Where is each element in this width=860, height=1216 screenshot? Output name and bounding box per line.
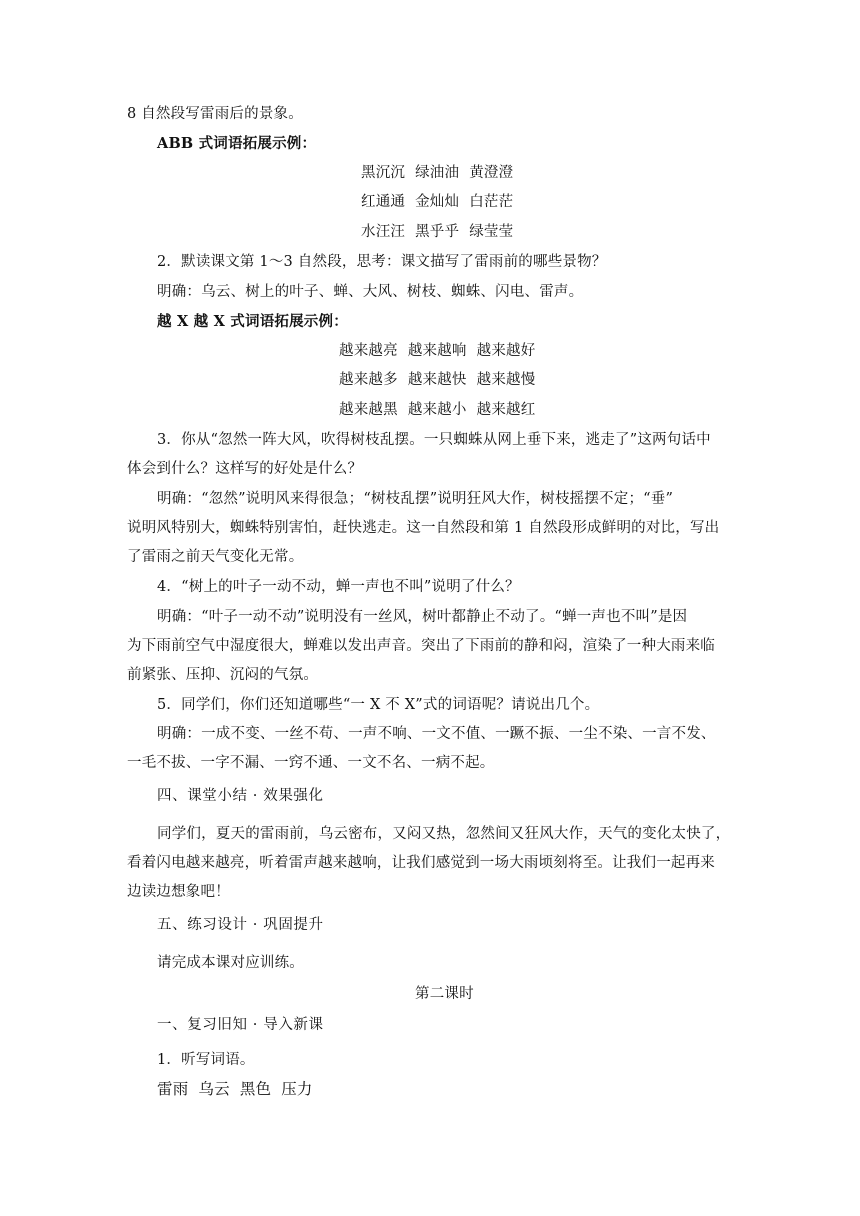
yue-word: 越来越慢	[476, 372, 536, 388]
answer-3-line: 说明风特别大，蜘蛛特别害怕，赶快逃走。这一自然段和第 1 自然段形成鲜明的对比，写出	[127, 520, 720, 536]
question-3-line: 3．你从“忽然一阵大风，吹得树枝乱摆。一只蜘蛛从网上垂下来，逃走了”这两句话中	[157, 432, 711, 448]
yue-word-row	[339, 370, 535, 390]
abb-word: 黑乎乎	[415, 224, 460, 240]
summary-line: 看着闪电越来越亮，听着雷声越来越响，让我们感觉到一场大雨顷刻将至。让我们一起再来	[127, 855, 715, 871]
dictation-word: 黑色	[239, 1080, 272, 1098]
yue-word: 越来越响	[407, 343, 467, 359]
answer-3-line: 了雷雨之前天气变化无常。	[127, 549, 304, 565]
question-4: 4．“树上的叶子一动不动，蝉一声也不叫”说明了什么？	[157, 579, 520, 595]
answer-4-line: 明确：“叶子一动不动”说明没有一丝风，树叶都静止不动了。“蝉一声也不叫”是因	[157, 609, 688, 625]
abb-word: 绿油油	[415, 165, 460, 181]
yue-word: 越来越小	[407, 402, 467, 418]
dictation-word: 雷雨	[157, 1080, 189, 1098]
dictation-word-row	[157, 1079, 313, 1099]
answer-5-line: 一毛不拔、一字不漏、一窍不通、一文不名、一病不起。	[127, 755, 495, 771]
abb-word-row	[361, 222, 513, 242]
abb-word: 绿莹莹	[469, 224, 514, 240]
question-3-line: 体会到什么？这样写的好处是什么？	[127, 461, 363, 477]
dictation-instruction: 1．听写词语。	[157, 1052, 255, 1068]
abb-word: 白茫茫	[469, 194, 514, 210]
abb-word: 黄澄澄	[469, 165, 514, 181]
yue-word: 越来越亮	[339, 343, 398, 359]
dictation-word: 压力	[281, 1080, 313, 1098]
summary-line: 同学们，夏天的雷雨前，乌云密布，又闷又热，忽然间又狂风大作，天气的变化太快了，	[157, 826, 731, 842]
abb-word-row	[361, 163, 513, 183]
paragraph-intro: 8 自然段写雷雨后的景象。	[127, 106, 303, 122]
yue-word-row	[339, 400, 535, 420]
yue-word-row	[339, 341, 535, 361]
yue-word: 越来越快	[407, 372, 467, 388]
yue-word: 越来越红	[476, 402, 536, 418]
practice-instruction: 请完成本课对应训练。	[157, 955, 304, 971]
abb-word: 红通通	[361, 194, 406, 210]
yue-heading: 越 X 越 X 式词语拓展示例：	[157, 313, 348, 330]
answer-3-line: 明确：“忽然”说明风来得很急；“树枝乱摆”说明狂风大作，树枝摇摆不定；“垂”	[157, 491, 674, 507]
yue-word: 越来越多	[339, 372, 398, 388]
summary-line: 边读边想象吧！	[127, 884, 230, 900]
yue-word: 越来越好	[476, 343, 536, 359]
yue-word: 越来越黑	[339, 402, 398, 418]
lesson-2-title: 第二课时	[415, 986, 474, 1002]
abb-word-row	[361, 192, 513, 212]
abb-word: 黑沉沉	[361, 165, 406, 181]
dictation-word: 乌云	[198, 1080, 230, 1098]
section-4-heading: 四、课堂小结 · 效果强化	[157, 788, 324, 804]
question-5: 5．同学们，你们还知道哪些“一 X 不 X”式的词语呢？请说出几个。	[157, 697, 600, 713]
question-2: 2．默读课文第 1～3 自然段，思考：课文描写了雷雨前的哪些景物？	[157, 254, 607, 270]
answer-5-line: 明确：一成不变、一丝不苟、一声不响、一文不值、一蹶不振、一尘不染、一言不发、	[157, 726, 716, 742]
answer-4-line: 为下雨前空气中湿度很大，蝉难以发出声音。突出了下雨前的静和闷，渲染了一种大雨来临	[127, 638, 715, 654]
abb-heading: ABB 式词语拓展示例：	[157, 135, 317, 152]
answer-4-line: 前紧张、压抑、沉闷的气氛。	[127, 667, 319, 683]
abb-word: 金灿灿	[415, 194, 460, 210]
abb-word: 水汪汪	[361, 224, 406, 240]
section-5-heading: 五、练习设计 · 巩固提升	[157, 917, 324, 933]
section-1-heading: 一、复习旧知 · 导入新课	[157, 1017, 324, 1033]
answer-2: 明确：乌云、树上的叶子、蝉、大风、树枝、蜘蛛、闪电、雷声。	[157, 284, 584, 300]
